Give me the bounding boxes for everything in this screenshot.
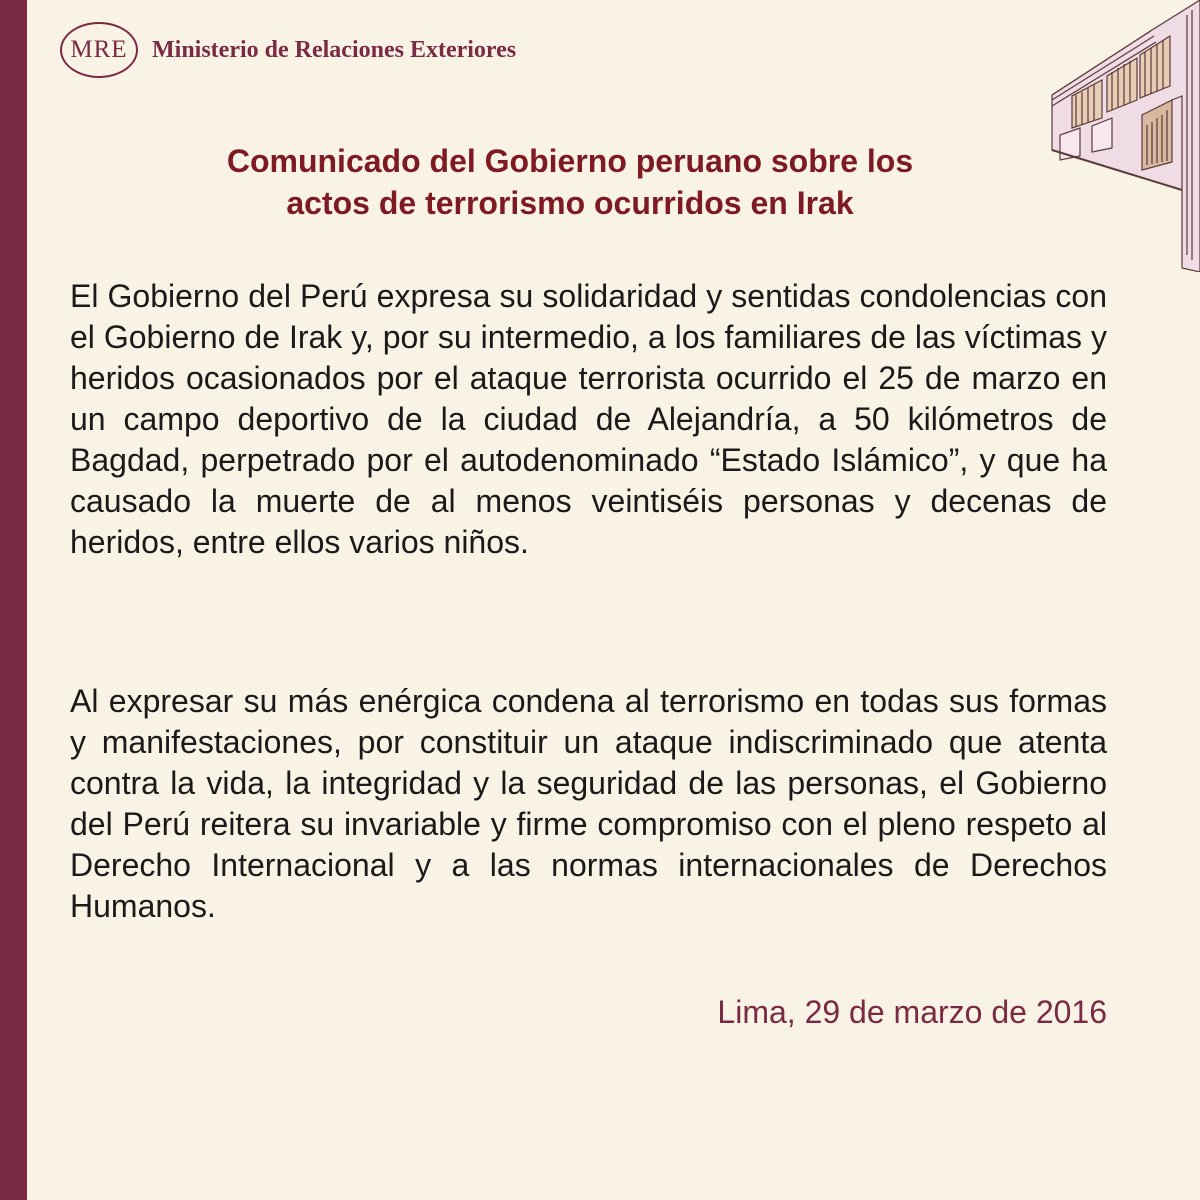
paragraph-condolences: El Gobierno del Perú expresa su solidaridad y sentidas condolencias con el Gobierno de Irak y, por su intermedio, a los familiares de las víctimas y heridos ocasionados por el ataque terrorista ocurrido el 25 de marzo en un campo deportivo de la ciudad de Alejandría, a 50 kilómetros de Bagdad, perpetrado por el autodenominado “Estado Islámico”, y que ha causado la muerte de al menos veintiséis personas y decenas de heridos, entre ellos varios niños. <box>70 278 1107 560</box>
colonial-building-illustration <box>1032 0 1200 272</box>
mre-seal-logo <box>60 22 138 78</box>
place-and-date: Lima, 29 de marzo de 2016 <box>717 994 1107 1030</box>
seal-text: MRE <box>70 36 128 63</box>
left-accent-bar <box>0 0 27 1200</box>
communique-title <box>90 140 1050 224</box>
paragraph-condemnation: Al expresar su más enérgica condena al terrorismo en todas sus formas y manifestaciones, por constituir un ataque indiscriminado que atenta contra la vida, la integridad y la seguridad de las personas, el Gobierno del Perú reitera su invariable y firme compromiso con el pleno respeto al Derecho Internacional y a las normas internacionales de Derechos Humanos. <box>70 683 1107 924</box>
title-line-2: actos de terrorismo ocurridos en Irak <box>286 185 854 221</box>
ministry-name: Ministerio de Relaciones Exteriores <box>152 36 517 63</box>
title-line-1: Comunicado del Gobierno peruano sobre los <box>226 143 914 179</box>
ministry-header <box>60 22 516 78</box>
